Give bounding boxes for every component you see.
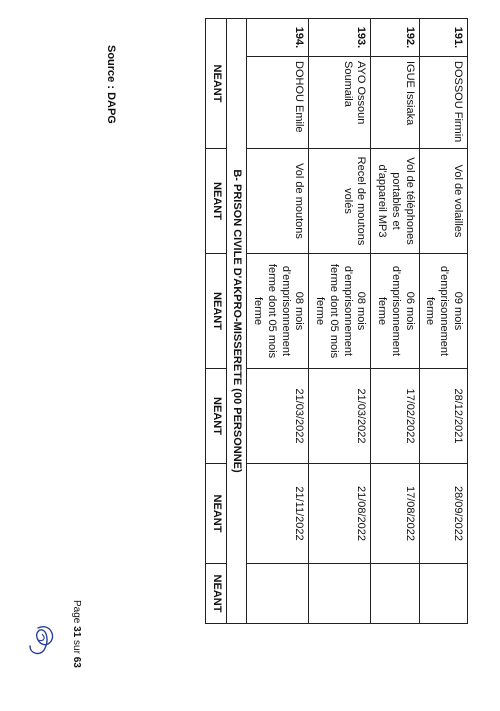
row-note [247,564,309,624]
neant-cell: NEANT [206,19,227,149]
row-note [371,564,419,624]
table-row [419,19,467,624]
row-sentence: 09 mois d'emprisonnement ferme [419,254,467,369]
row-end-date: 21/08/2022 [309,464,371,564]
neant-cell: NEANT [206,464,227,564]
page-number [71,600,82,668]
neant-cell: NEANT [206,149,227,254]
row-name: AYO Ossoun Soumaila [309,57,371,149]
row-end-date: 21/11/2022 [247,464,309,564]
page-current: 31 [71,626,82,638]
row-number: 191. [419,19,467,57]
neant-row [206,19,227,624]
neant-cell: NEANT [206,369,227,464]
row-number: 193. [309,19,371,57]
page-mid: sur [71,637,82,657]
row-note [309,564,371,624]
row-sentence: 08 mois d'emprisonnement ferme dont 05 mois ferme [247,254,309,369]
row-offense: Recel de moutons volés [309,149,371,254]
row-number: 194. [247,19,309,57]
row-sentence: 08 mois d'emprisonnement ferme dont 05 mois ferme [309,254,371,369]
section-title: B- PRISON CIVILE D'AKPRO-MISSERETE (00 PERSONNE) [226,19,247,624]
page-total: 63 [71,656,82,668]
neant-cell: NEANT [206,564,227,624]
row-name: DOHOU Emile [247,57,309,149]
section-row [226,19,247,624]
row-end-date: 17/08/2022 [371,464,419,564]
table-row [247,19,309,624]
row-start-date: 17/02/2022 [371,369,419,464]
row-start-date: 21/03/2022 [247,369,309,464]
detainees-table [205,18,468,624]
row-start-date: 28/12/2021 [419,369,467,464]
table-row [371,19,419,624]
table-row [309,19,371,624]
row-number: 192. [371,19,419,57]
page-prefix: Page [71,600,82,627]
row-offense: Vol de moutons [247,149,309,254]
row-offense: Vol de volailles [419,149,467,254]
source-note: Source : DAPG [105,45,117,124]
row-note [419,564,467,624]
row-name: DOSSOU Firmin [419,57,467,149]
row-start-date: 21/03/2022 [309,369,371,464]
row-offense: Vol de téléphones portables et d'appareil MP3 [371,149,419,254]
row-end-date: 28/09/2022 [419,464,467,564]
neant-cell: NEANT [206,254,227,369]
handwritten-signature [25,620,60,660]
row-name: IGUE Issiaka [371,57,419,149]
row-sentence: 06 mois d'emprisonnement ferme [371,254,419,369]
